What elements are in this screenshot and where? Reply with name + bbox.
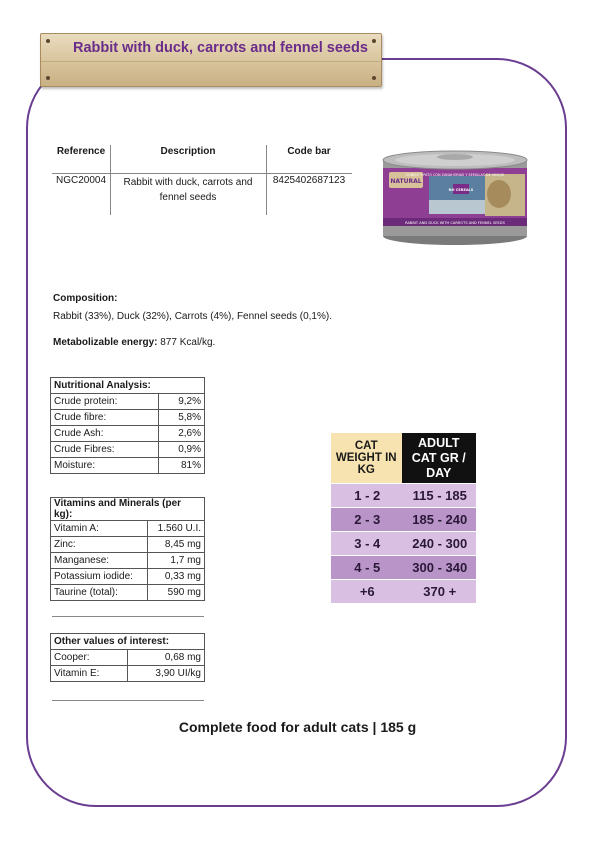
chart-header-grams: ADULT CAT GR / DAY [402, 433, 477, 483]
divider [52, 616, 204, 617]
row-value: 0,68 mg [127, 650, 204, 666]
nutritional-table [50, 377, 205, 474]
row-label: Cooper: [51, 650, 128, 666]
row-value: 81% [159, 458, 205, 474]
codebar-value: 8425402687123 [272, 175, 346, 186]
vitamins-table [50, 497, 205, 601]
row-label: Zinc: [51, 537, 148, 553]
chart-weight: 1 - 2 [354, 488, 381, 503]
row-value: 3,90 UI/kg [127, 666, 204, 682]
row-label: Potassium iodide: [51, 569, 148, 585]
other-values-table [50, 633, 205, 682]
codebar-header: Code bar [287, 146, 331, 157]
row-label: Crude Ash: [51, 426, 159, 442]
table-row [51, 442, 205, 458]
chart-grams: 370 + [423, 584, 457, 599]
chart-row [331, 531, 476, 555]
energy-value: 877 Kcal/kg. [160, 337, 216, 348]
description-header: Description [160, 146, 216, 157]
row-label: Vitamin E: [51, 666, 128, 682]
chart-weight: +6 [359, 584, 375, 599]
row-label: Crude Fibres: [51, 442, 159, 458]
chart-grams: 300 - 340 [412, 560, 468, 575]
row-value: 1.560 U.I. [148, 521, 205, 537]
row-label: Manganese: [51, 553, 148, 569]
divider [52, 700, 204, 701]
table-row [51, 666, 205, 682]
row-value: 0,33 mg [148, 569, 205, 585]
product-title: Rabbit with duck, carrots and fennel seeds [73, 40, 368, 56]
chart-row [331, 507, 476, 531]
title-banner [40, 33, 382, 87]
product-can-image [381, 150, 529, 246]
table-row [51, 553, 205, 569]
can-brand: NATURAL [390, 178, 422, 185]
row-value: 5,8% [159, 410, 205, 426]
table-row [51, 521, 205, 537]
table-row [51, 650, 205, 666]
chart-row [331, 579, 476, 603]
can-band-text: RABBIT AND DUCK WITH CARROTS AND FENNEL SEEDS [405, 221, 505, 225]
row-label: Moisture: [51, 458, 159, 474]
table-row [51, 394, 205, 410]
row-label: Taurine (total): [51, 585, 148, 601]
nutritional-title: Nutritional Analysis: [51, 378, 205, 394]
row-value: 590 mg [148, 585, 205, 601]
table-row [51, 569, 205, 585]
chart-row [331, 483, 476, 507]
chart-grams: 185 - 240 [412, 512, 468, 527]
chart-grams: 115 - 185 [412, 488, 467, 503]
energy-line [53, 337, 215, 348]
row-label: Crude protein: [51, 394, 159, 410]
chart-row [331, 555, 476, 579]
composition-text: Rabbit (33%), Duck (32%), Carrots (4%), Fennel seeds (0,1%). [53, 311, 332, 322]
row-label: Crude fibre: [51, 410, 159, 426]
energy-label: Metabolizable energy: [53, 337, 158, 348]
table-row [51, 585, 205, 601]
description-value: Rabbit with duck, carrots and fennel seeds [123, 177, 253, 203]
can-label-text: CONEJO Y PATO CON ZANAHORIAS Y SEMILLAS DE HINOJO [405, 173, 505, 177]
chart-grams: 240 - 300 [412, 536, 468, 551]
can-badge: NO CEREALS [448, 188, 474, 192]
reference-header: Reference [56, 146, 106, 157]
reference-divider [52, 173, 352, 174]
row-label: Vitamin A: [51, 521, 148, 537]
chart-weight: 2 - 3 [354, 512, 381, 527]
chart-header-weight: CAT WEIGHT IN KG [331, 433, 402, 483]
table-row [51, 458, 205, 474]
table-row [51, 537, 205, 553]
composition-label: Composition: [53, 293, 118, 304]
row-value: 9,2% [159, 394, 205, 410]
table-row [51, 410, 205, 426]
table-row [51, 426, 205, 442]
other-values-title: Other values of interest: [51, 634, 205, 650]
footer-text: Complete food for adult cats | 185 g [178, 719, 417, 735]
row-value: 2,6% [159, 426, 205, 442]
row-value: 0,9% [159, 442, 205, 458]
row-value: 1,7 mg [148, 553, 205, 569]
reference-value: NGC20004 [55, 175, 107, 186]
feeding-chart [331, 433, 476, 603]
row-value: 8,45 mg [148, 537, 205, 553]
chart-weight: 3 - 4 [354, 536, 381, 551]
vitamins-title: Vitamins and Minerals (per kg): [51, 498, 205, 521]
chart-weight: 4 - 5 [354, 560, 381, 575]
